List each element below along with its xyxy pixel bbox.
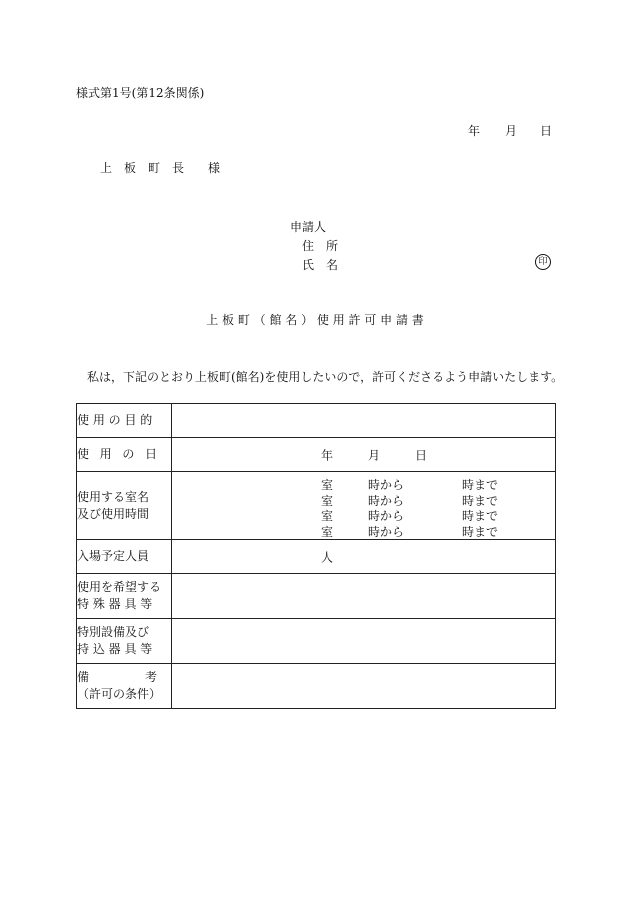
time-from-label: 時から [368, 509, 405, 523]
room-label: 室 [321, 478, 334, 492]
use-date-label-char-1: 使 [77, 447, 90, 461]
remarks-label-left: 備 [77, 670, 90, 684]
room-label: 室 [321, 493, 334, 508]
facilities-field[interactable] [172, 619, 556, 664]
facilities-label-line1: 特別設備及び [77, 625, 150, 639]
use-date-year: 年 [321, 448, 334, 462]
special-equipment-label-line2: 特 殊 器 具 等 [77, 597, 153, 611]
document-title: 上 板 町 （ 館 名 ） 使 用 許 可 申 請 書 [206, 313, 424, 327]
table-row-remarks [77, 664, 556, 709]
attendance-field[interactable] [172, 540, 556, 574]
time-from-label: 時から [368, 493, 405, 508]
date-month-label: 月 [505, 124, 518, 138]
remarks-field[interactable] [172, 664, 556, 709]
use-date-label-char-3: の [122, 447, 135, 461]
remarks-label-line2: （許可の条件） [77, 687, 162, 701]
table-row-special-equipment [77, 574, 556, 619]
rooms-field[interactable] [172, 472, 556, 540]
time-to-label: 時まで [462, 509, 499, 523]
attendance-unit: 人 [321, 550, 334, 564]
use-date-month: 月 [368, 448, 381, 462]
rooms-label [77, 472, 172, 540]
use-date-day: 日 [415, 448, 428, 462]
time-to-label: 時まで [462, 524, 499, 539]
time-to-label: 時まで [462, 493, 499, 508]
rooms-label-line2: 及び使用時間 [77, 506, 150, 521]
purpose-field[interactable] [172, 404, 556, 438]
attendance-label: 入場予定人員 [77, 540, 172, 574]
use-date-field[interactable] [172, 438, 556, 472]
remarks-label-line1 [77, 669, 157, 686]
remarks-label [77, 664, 172, 709]
special-equipment-label-line1: 使用を希望する [77, 580, 162, 594]
address-label: 住 所 [302, 239, 339, 253]
time-to-label: 時まで [462, 478, 499, 492]
facilities-label-line2: 持 込 器 具 等 [77, 642, 153, 656]
remarks-label-right: 考 [144, 670, 157, 684]
table-row-rooms [77, 472, 556, 540]
room-time-row [172, 492, 555, 508]
application-statement: 私は，下記のとおり上板町(館名)を使用したいので，許可くださるよう申請いたします。 [87, 370, 564, 384]
facilities-label [77, 619, 172, 664]
room-label: 室 [321, 524, 334, 539]
use-date-label-char-2: 用 [99, 447, 112, 461]
date-year-label: 年 [468, 124, 481, 138]
table-row-purpose [77, 404, 556, 438]
room-label: 室 [321, 509, 334, 523]
name-label: 氏 名 [302, 258, 339, 272]
form-number: 様式第1号(第12条関係) [76, 86, 205, 100]
room-time-row [172, 476, 555, 492]
special-equipment-label [77, 574, 172, 619]
table-row-use-date [77, 438, 556, 472]
applicant-label: 申請人 [290, 220, 327, 234]
use-date-label-char-4: 日 [144, 447, 157, 461]
date-day-label: 日 [540, 124, 553, 138]
seal-mark: 印 [535, 254, 551, 270]
table-row-attendance [77, 540, 556, 574]
application-table [76, 403, 556, 709]
purpose-label: 使 用 の 目 的 [77, 404, 172, 438]
use-date-label [77, 438, 172, 472]
rooms-label-line1: 使用する室名 [77, 489, 150, 504]
special-equipment-field[interactable] [172, 574, 556, 619]
room-time-row [172, 507, 555, 523]
addressee: 上 板 町 長 様 [100, 161, 221, 175]
time-from-label: 時から [368, 524, 405, 539]
table-row-facilities [77, 619, 556, 664]
room-time-row [172, 523, 555, 539]
time-from-label: 時から [368, 478, 405, 492]
